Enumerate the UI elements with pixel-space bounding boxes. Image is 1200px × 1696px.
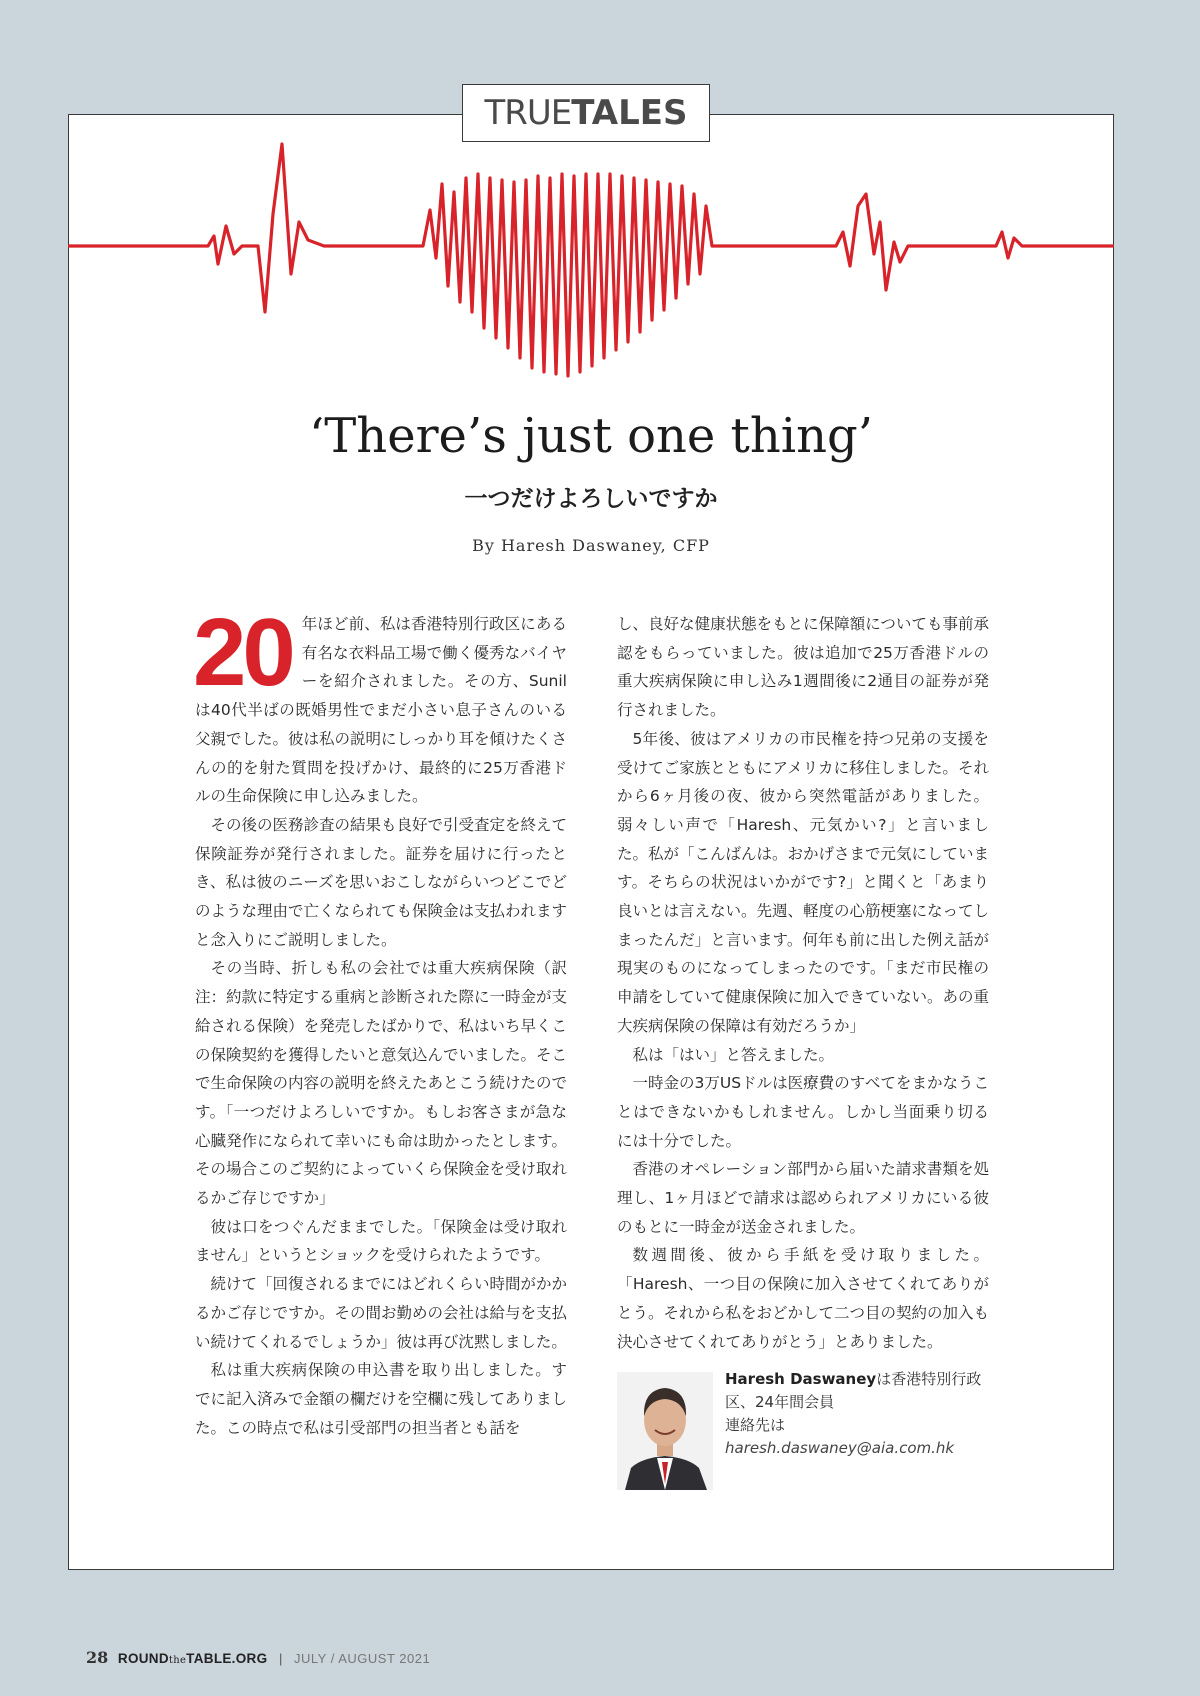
page-footer bbox=[86, 1648, 430, 1667]
paragraph: し、良好な健康状態をもとに保障額についても事前承認をもらっていました。彼は追加で25万香港ドルの重大疾病保険に申し込み1週間後に2通目の証券が発行されました。 bbox=[617, 615, 989, 720]
paragraph: 私は重大疾病保険の申込書を取り出しました。すでに記入済みで金額の欄だけを空欄に残してありました。この時点で私は引受部門の担当者とも話を bbox=[195, 1361, 568, 1437]
author-email-link[interactable]: haresh.daswaney@aia.com.hk bbox=[725, 1439, 955, 1457]
author-photo bbox=[617, 1372, 713, 1490]
page-number: 28 bbox=[86, 1648, 109, 1667]
paragraph: 一時金の3万USドルは医療費のすべてをまかなうことはできないかもしれません。しかし当面乗り切るには十分でした。 bbox=[617, 1074, 989, 1150]
site-name-part: TABLE.ORG bbox=[186, 1651, 268, 1666]
article-column-left bbox=[193, 599, 568, 1442]
tag-light: TRUE bbox=[484, 93, 572, 133]
author-bio bbox=[725, 1368, 993, 1460]
contact-label: 連絡先は bbox=[725, 1416, 786, 1434]
tag-bold: TALES bbox=[571, 93, 688, 133]
paragraph: 5年後、彼はアメリカの市民権を持つ兄弟の支援を受けてご家族とともにアメリカに移住しました。それから6ヶ月後の夜、彼から突然電話がありました。弱々しい声で「Haresh、元気かい?」と言いました。私が「こんばんは。おかげさまで元気にしています。そちらの状況はいかがです?」と聞くと「あまり良いとは言えない。先週、軽度の心筋梗塞になってしまったんだ」と言います。何年も前に出した例え話が現実のものになってしまったのです。「まだ市民権の申請をしていて健康保険に加入できていない。あの重大疾病保険の保障は有効だろうか」 bbox=[617, 729, 990, 1035]
site-name-part: ROUND bbox=[117, 1651, 169, 1666]
author-name: Haresh Daswaney bbox=[725, 1370, 877, 1388]
article-title: ‘There’s just one thing’ bbox=[309, 408, 873, 464]
article-subtitle: 一つだけよろしいですか bbox=[464, 486, 718, 512]
paragraph-text: 年ほど前、私は香港特別行政区にある有名な衣料品工場で働く優秀なバイヤーを紹介されました。その方、Sunilは40代半ばの既婚男性でまだ小さい息子さんのいる父親でした。彼は私の説明にしっかり耳を傾けたくさんの的を射た質問を投げかけ、最終的に25万香港ドルの生命保険に申し込みました。 bbox=[195, 615, 568, 806]
footer-separator: | bbox=[279, 1651, 283, 1666]
true-tales-tag bbox=[462, 84, 710, 142]
drop-cap: 20 bbox=[193, 599, 292, 706]
paragraph: 数週間後、彼から手紙を受け取りました。「Haresh、一つ目の保険に加入させてくれてありがとう。それから私をおどかして二つ目の契約の加入も決心させてくれてありがとう」とありました。 bbox=[617, 1246, 990, 1351]
site-name-part: the bbox=[168, 1655, 187, 1666]
author-bio-text: は香港特別行政区、24年間会員 bbox=[725, 1370, 982, 1411]
issue-date: JULY / AUGUST 2021 bbox=[294, 1651, 431, 1666]
paragraph: 続けて「回復されるまでにはどれくらい時間がかかるかご存じですか。その間お勤めの会社は給与を支払い続けてくれるでしょうか」彼は再び沈黙しました。 bbox=[195, 1275, 568, 1351]
paragraph: 私は「はい」と答えました。 bbox=[632, 1045, 835, 1064]
heartbeat-illustration bbox=[68, 114, 1114, 394]
paragraph: 彼は口をつぐんだままでした。「保険金は受け取れません」というとショックを受けられたようです。 bbox=[195, 1217, 567, 1265]
paragraph: その当時、折しも私の会社では重大疾病保険（訳注：約款に特定する重病と診断された際に一時金が支給される保険）を発売したばかりで、私はいち早くこの保険契約を獲得したいと意気込んでいました。そこで生命保険の内容の説明を終えたあとこう続けたのです。「一つだけよろしいですか。もしお客さまが急な心臓発作になられて幸いにも命は助かったとします。その場合このご契約によっていくら保険金を受け取れるかご存じですか」 bbox=[195, 959, 568, 1208]
article-byline: By Haresh Daswaney, CFP bbox=[472, 536, 710, 555]
paragraph bbox=[193, 599, 568, 811]
paragraph: その後の医務診査の結果も良好で引受査定を終えて保険証券が発行されました。証券を届けに行ったとき、私は彼のニーズを思いおこしながらいつどこでどのような理由で亡くなられても保険金は支払われますと念入りにご説明しました。 bbox=[195, 815, 568, 949]
ecg-line bbox=[68, 144, 1114, 376]
author-box bbox=[617, 1372, 989, 1492]
article-column-right bbox=[617, 610, 989, 1356]
paragraph: 香港のオペレーション部門から届いた請求書類を処理し、1ヶ月ほどで請求は認められアメリカにいる彼のもとに一時金が送金されました。 bbox=[617, 1160, 989, 1236]
site-name bbox=[118, 1651, 267, 1666]
